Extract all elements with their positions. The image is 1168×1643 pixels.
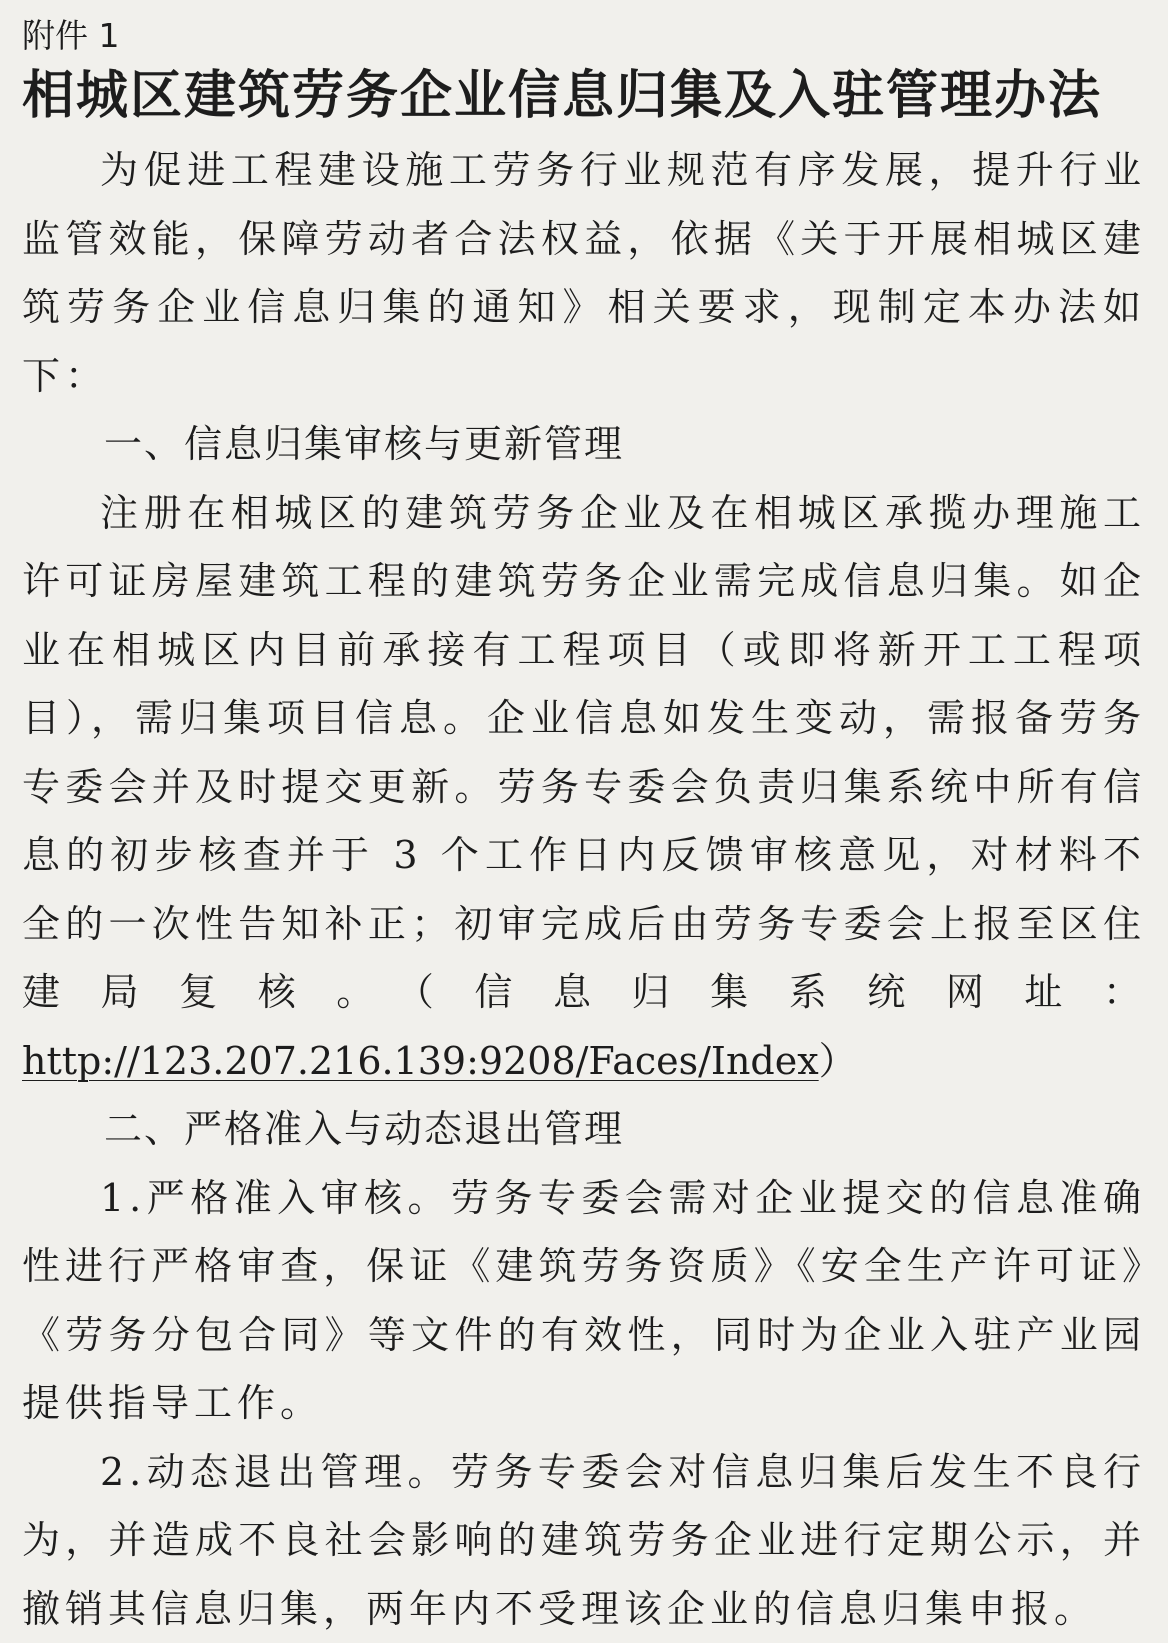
section-1-heading: 一、信息归集审核与更新管理 bbox=[22, 410, 1146, 479]
document-title: 相城区建筑劳务企业信息归集及入驻管理办法 bbox=[22, 58, 1146, 134]
section-1-closing-paren: ） bbox=[819, 1039, 862, 1083]
section-2-item-2: 2.动态退出管理。劳务专委会对信息归集后发生不良行为，并造成不良社会影响的建筑劳务企业进行定期公示，并撤销其信息归集，两年内不受理该企业的信息归集申报。 bbox=[22, 1438, 1146, 1643]
section-1-body bbox=[22, 479, 1146, 1096]
intro-paragraph: 为促进工程建设施工劳务行业规范有序发展，提升行业监管效能，保障劳动者合法权益，依据《关于开展相城区建筑劳务企业信息归集的通知》相关要求，现制定本办法如下： bbox=[22, 136, 1146, 410]
attachment-label: 附件 1 bbox=[22, 14, 1146, 58]
section-2-item-1: 1.严格准入审核。劳务专委会需对企业提交的信息准确性进行严格审查，保证《建筑劳务资质》《安全生产许可证》《劳务分包合同》等文件的有效性，同时为企业入驻产业园提供指导工作。 bbox=[22, 1164, 1146, 1438]
info-system-url-link[interactable]: http://123.207.216.139:9208/Faces/Index bbox=[22, 1039, 819, 1083]
section-1-text: 注册在相城区的建筑劳务企业及在相城区承揽办理施工许可证房屋建筑工程的建筑劳务企业需完成信息归集。如企业在相城区内目前承接有工程项目（或即将新开工工程项目），需归集项目信息。企业信息如发生变动，需报备劳务专委会并及时提交更新。劳务专委会负责归集系统中所有信息的初步核查并于 3 个工作日内反馈审核意见，对材料不全的一次性告知补正；初审完成后由劳务专委会上报至区住建局复核。（信息归集系统网址： bbox=[22, 491, 1146, 1015]
section-2-heading: 二、严格准入与动态退出管理 bbox=[22, 1095, 1146, 1164]
